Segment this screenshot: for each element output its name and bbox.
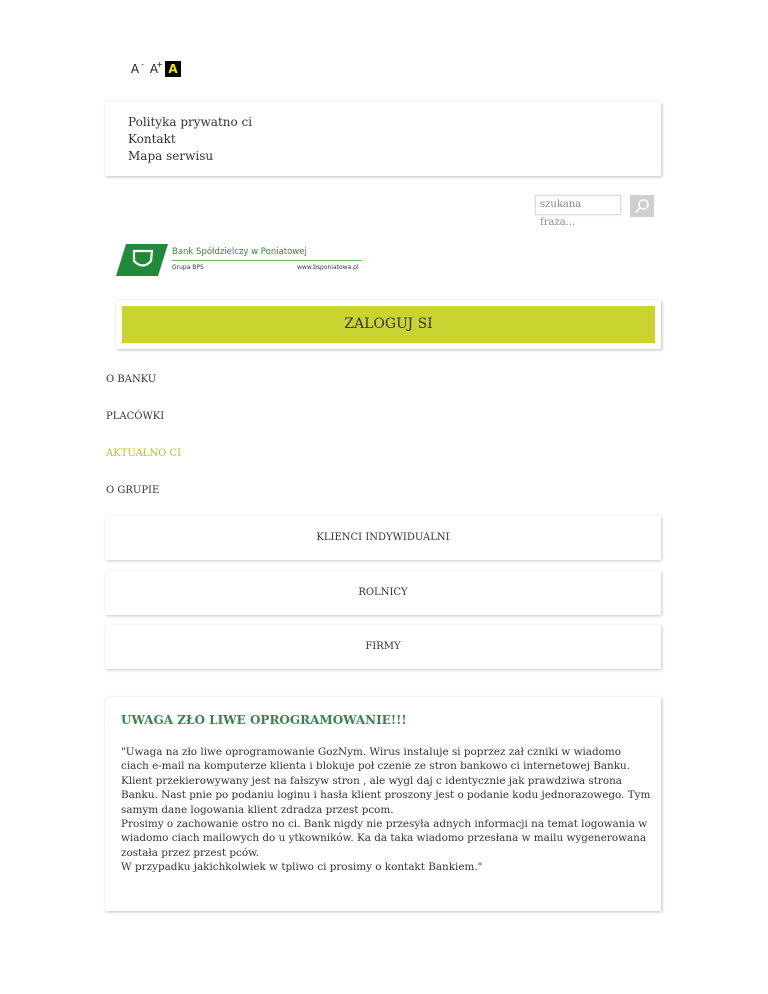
article-paragraph: W przypadku jakichkolwiek w tpliwo ci prosimy o kontakt Bankiem.": [121, 861, 483, 874]
bank-logo[interactable]: [116, 243, 366, 277]
sitemap-link[interactable]: Mapa serwisu: [128, 149, 214, 163]
article-body: [121, 745, 651, 875]
logo-bank-name: Bank Spółdzielczy w Poniatowej: [172, 247, 307, 257]
logo-divider: [172, 260, 362, 261]
font-size-controls: [127, 61, 181, 77]
search-icon: [634, 198, 650, 214]
bank-logo-mark: [116, 243, 168, 277]
segment-firmy[interactable]: FIRMY: [105, 625, 661, 669]
high-contrast-button[interactable]: A: [165, 61, 181, 77]
segment-klienci-indywidualni[interactable]: KLIENCI INDYWIDUALNI: [105, 516, 661, 560]
article-title: UWAGA ZŁO LIWE OPROGRAMOWANIE!!!: [121, 713, 407, 727]
nav-item-o-banku[interactable]: O BANKU: [106, 374, 157, 385]
contact-link[interactable]: Kontakt: [128, 132, 176, 146]
article-paragraph: "Uwaga na zło liwe oprogramowanie GozNym. Wirus instaluje si poprzez zał czniki w wiadomo ciach e-mail na komputerze klienta i blokuje poł czenie ze stron bankowo ci internetowej Banku. Klient przekierowywany jest na fałszyw stron , ale wygl daj c identycznie jak prawdziwa strona Banku. Nast pnie po podaniu loginu i hasła klient proszony jest o podanie kodu jednorazowego. Tym samym dane logowania klient zdradza przest pcom.: [121, 746, 651, 816]
search-input[interactable]: szukana fraza...: [535, 195, 621, 215]
font-smaller-button[interactable]: A -: [127, 61, 143, 77]
nav-item-o-grupie[interactable]: O GRUPIE: [106, 485, 160, 496]
search-button[interactable]: [630, 195, 654, 217]
logo-group: Grupa BPS: [172, 264, 204, 271]
logo-url: www.bsponiatowa.pl: [297, 264, 359, 271]
main-nav: [106, 374, 181, 522]
warning-article: [105, 697, 661, 911]
privacy-policy-link[interactable]: Polityka prywatno ci: [128, 115, 253, 129]
segment-rolnicy[interactable]: ROLNICY: [105, 571, 661, 615]
nav-item-placowki[interactable]: PLACÓWKI: [106, 411, 165, 422]
font-larger-button[interactable]: A +: [146, 61, 162, 77]
login-panel: [116, 300, 661, 349]
nav-item-aktualnosci[interactable]: AKTUALNO CI: [106, 448, 182, 459]
login-button[interactable]: ZALOGUJ SI: [122, 306, 655, 343]
article-paragraph: Prosimy o zachowanie ostro no ci. Bank nigdy nie przesyła adnych informacji na temat logowania w wiadomo ciach mailowych do u ytkowników. Ka da taka wiadomo przesłana w mailu wygenerowana została przez przest pców.: [121, 818, 648, 859]
top-links-panel: [105, 102, 661, 176]
